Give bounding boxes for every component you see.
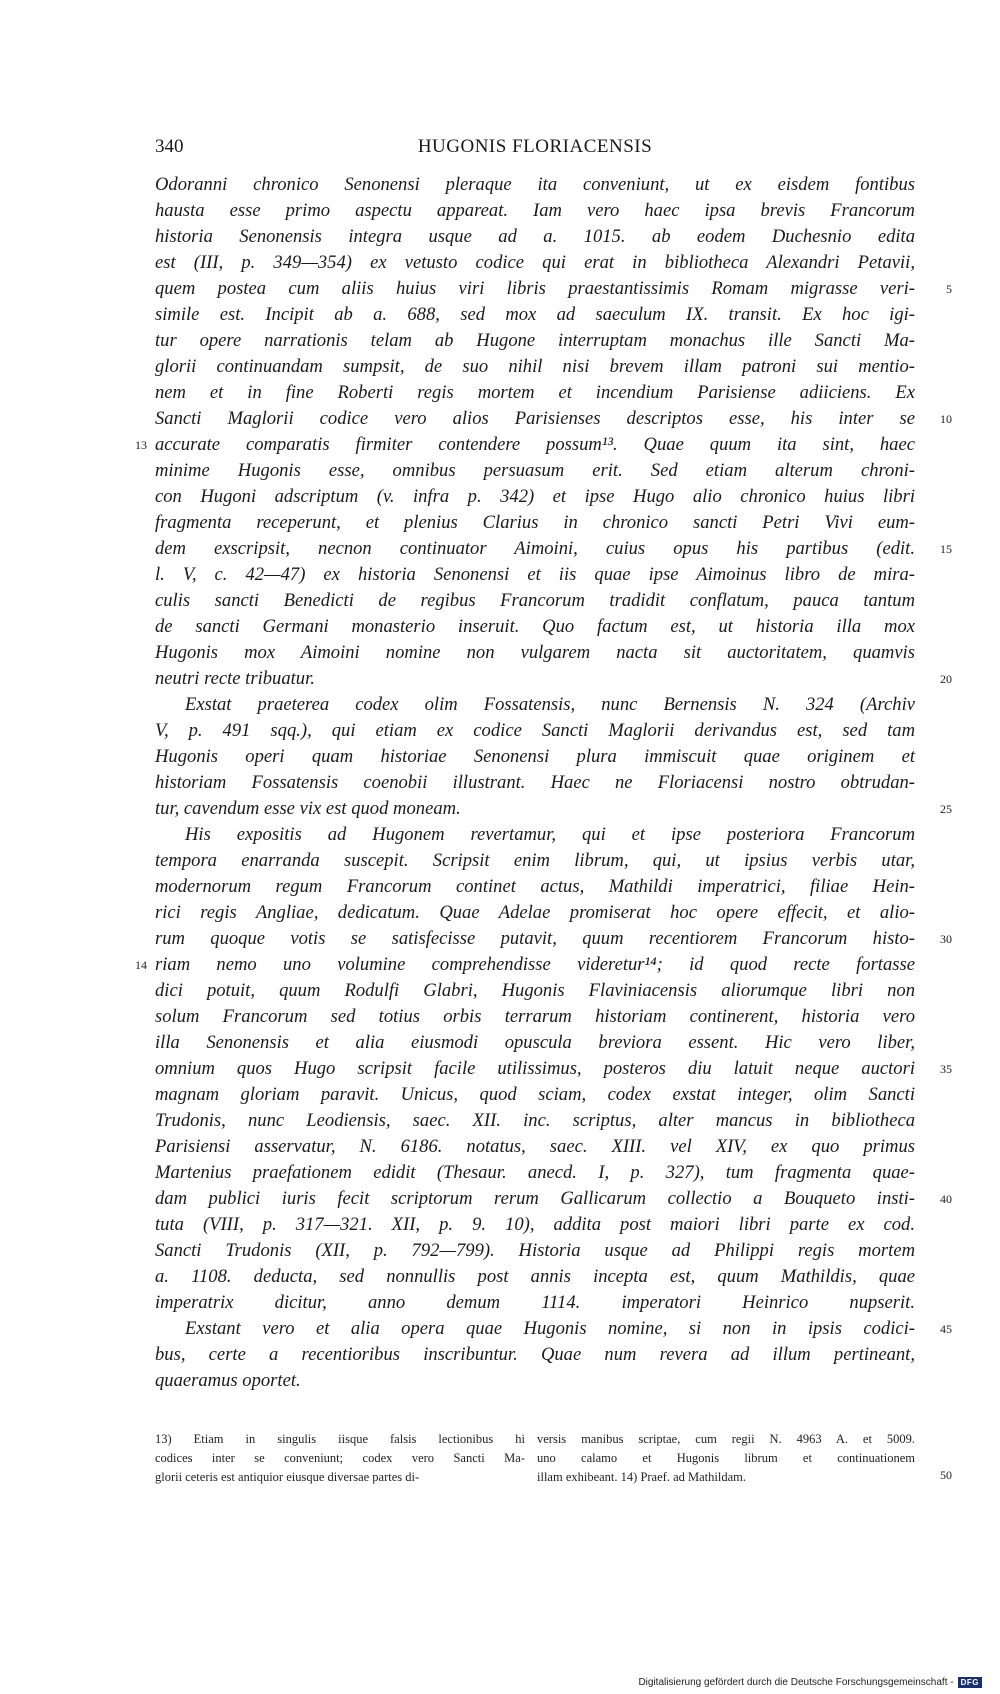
text-line-content: Exstat praeterea codex olim Fossatensis, nunc Bernensis N. 324 (Archiv [185,694,915,715]
text-line [155,224,915,250]
text-line-content: tur opere narrationis telam ab Hugone interruptam monachus ille Sancti Ma- [155,330,915,351]
text-line-content: Trudonis, nunc Leodiensis, saec. XII. inc. scriptus, alter mancus in bibliotheca [155,1110,915,1131]
text-line [155,822,915,848]
text-line [155,744,915,770]
text-line-content: illa Senonensis et alia eiusmodi opuscula breviora essent. Hic vero liber, [155,1032,915,1053]
text-line [155,1108,915,1134]
footnotes-left-column [155,1430,525,1487]
text-line-content: bus, certe a recentioribus inscribuntur. Quae num revera ad illum pertineant, [155,1344,915,1365]
text-line-content: glorii continuandam sumpsit, de suo nihil nisi brevem illam patroni sui mentio- [155,356,915,377]
line-number: 30 [940,932,952,946]
text-line [155,328,915,354]
text-line-content: a. 1108. deducta, sed nonnullis post annis incepta est, quum Mathildis, quae [155,1266,915,1287]
text-line-content: con Hugoni adscriptum (v. infra p. 342) et ipse Hugo alio chronico huius libri [155,486,915,507]
text-line-content: minime Hugonis esse, omnibus persuasum erit. Sed etiam alterum chroni- [155,460,915,481]
text-line [155,510,915,536]
dfg-logo: DFG [958,1677,982,1688]
text-line-content: dem exscripsit, necnon continuator Aimoini, cuius opus his partibus (edit. [155,538,915,559]
footnote-line: uno calamo et Hugonis librum et continuationem [537,1451,915,1465]
text-line-content: quem postea cum aliis huius viri libris praestantissimis Romam migrasse veri- [155,278,915,299]
text-line [155,1134,915,1160]
text-line-content: quaeramus oportet. [155,1370,301,1391]
text-line [155,926,952,952]
text-line [155,302,915,328]
text-line-content: tur, cavendum esse vix est quod moneam. [155,798,461,819]
text-line [155,1004,915,1030]
text-line-content: imperatrix dicitur, anno demum 1114. imperatori Heinrico nupserit. [155,1292,915,1313]
text-line [155,1238,915,1264]
footnote-line: 13) Etiam in singulis iisque falsis lectionibus hi [155,1432,525,1446]
text-line [155,900,915,926]
text-line [155,484,915,510]
text-line-content: l. V, c. 42—47) ex historia Senonensi et iis quae ipse Aimoinus libro de mira- [155,564,915,585]
text-line [155,1290,915,1316]
text-line-content: Hugonis operi quam historiae Senonensi plura immiscuit quae originem et [155,746,915,767]
text-line [155,276,952,302]
line-number: 25 [940,802,952,816]
line-number: 10 [940,412,952,426]
text-line-content: est (III, p. 349—354) ex vetusto codice qui erat in bibliotheca Alexandri Petavii, [155,252,915,273]
text-line [155,1264,915,1290]
text-line [155,796,952,822]
text-line [155,692,915,718]
text-line [155,380,915,406]
text-line-content: fragmenta receperunt, et plenius Clarius in chronico sancti Petri Vivi eum- [155,512,915,533]
text-line [155,666,952,692]
footnote-line: glorii ceteris est antiquior eiusque diversae partes di- [155,1470,420,1484]
footnote-line: illam exhibeant. 14) Praef. ad Mathildam. [537,1470,746,1484]
footnote-marker: 14 [135,958,147,972]
text-line [155,1030,915,1056]
digitization-credit [638,1677,982,1688]
text-line-content: accurate comparatis firmiter contendere possum¹³. Quae quum ita sint, haec [155,434,915,455]
text-line-content: Martenius praefationem edidit (Thesaur. anecd. I, p. 327), tum fragmenta quae- [155,1162,915,1183]
text-line [155,978,915,1004]
page-number: 340 [155,136,184,157]
text-line [155,770,915,796]
line-number: 40 [940,1192,952,1206]
footnote-marker: 13 [135,438,147,452]
text-line-content: Odoranni chronico Senonensi pleraque ita conveniunt, ut ex eisdem fontibus [155,174,915,195]
line-number: 50 [940,1468,952,1482]
text-line [155,718,915,744]
text-line [155,1368,915,1394]
line-number: 20 [940,672,952,686]
text-line-content: omnium quos Hugo scripsit facile utilissimus, posteros diu latuit neque auctori [155,1058,915,1079]
text-line [155,588,915,614]
main-text [135,172,952,1394]
text-line-content: rici regis Angliae, dedicatum. Quae Adelae promiserat hoc opere effecit, et alio- [155,902,915,923]
text-line [155,458,915,484]
text-line-content: dam publici iuris fecit scriptorum rerum Gallicarum collectio a Bouqueto insti- [155,1188,915,1209]
text-line-content: Sancti Trudonis (XII, p. 792—799). Historia usque ad Philippi regis mortem [155,1240,915,1261]
text-line-content: simile est. Incipit ab a. 688, sed mox ad saeculum IX. transit. Ex hoc igi- [155,304,915,325]
text-line [135,432,915,458]
text-line-content: rum quoque votis se satisfecisse putavit, quum recentiorem Francorum histo- [155,928,915,949]
text-line-content: solum Francorum sed totius orbis terrarum historiam continerent, historia vero [155,1006,915,1027]
text-line-content: tuta (VIII, p. 317—321. XII, p. 9. 10), addita post maiori libri parte ex cod. [155,1214,915,1235]
text-line-content: dici potuit, quum Rodulfi Glabri, Hugonis Flaviniacensis aliorumque libri non [155,980,915,1001]
text-line [155,874,915,900]
text-line-content: riam nemo uno volumine comprehendisse videretur¹⁴; id quod recte fortasse [155,954,915,975]
text-line [155,354,915,380]
text-line-content: magnam gloriam paravit. Unicus, quod sciam, codex exstat integer, olim Sancti [155,1084,915,1105]
text-line-content: culis sancti Benedicti de regibus Francorum tradidit conflatum, pauca tantum [155,590,915,611]
text-line [155,640,915,666]
text-line [155,1082,915,1108]
text-line [155,614,915,640]
text-line [155,1342,915,1368]
text-line [155,536,952,562]
text-line [155,1212,915,1238]
line-number: 45 [940,1322,952,1336]
text-line [135,952,915,978]
page-header [155,136,915,162]
text-line-content: nem et in fine Roberti regis mortem et incendium Parisiense adiiciens. Ex [155,382,915,403]
line-number: 15 [940,542,952,556]
text-line [155,406,952,432]
text-line-content: historiam Fossatensis coenobii illustrant. Haec ne Floriacensi nostro obtrudan- [155,772,915,793]
text-line [155,1056,952,1082]
text-line-content: Parisiensi asservatur, N. 6186. notatus, saec. XIII. vel XIV, ex quo primus [155,1136,915,1157]
text-line-content: Sancti Maglorii codice vero alios Parisienses descriptos esse, his inter se [155,408,915,429]
footnote-line: versis manibus scriptae, cum regii N. 4963 A. et 5009. [537,1432,915,1446]
text-line [155,848,915,874]
line-number: 35 [940,1062,952,1076]
credit-text: Digitalisierung gefördert durch die Deutsche Forschungsgemeinschaft - [638,1677,954,1688]
text-line [155,1316,952,1342]
footnotes-right-column [537,1430,915,1487]
running-title: HUGONIS FLORIACENSIS [417,136,653,157]
text-line-content: tempora enarranda suscepit. Scripsit enim librum, qui, ut ipsius verbis utar, [155,850,915,871]
text-line [155,198,915,224]
text-line-content: historia Senonensis integra usque ad a. 1015. ab eodem Duchesnio edita [155,226,915,247]
footnote-line: codices inter se conveniunt; codex vero Sancti Ma- [155,1451,525,1465]
text-line [155,250,915,276]
text-line-content: Exstant vero et alia opera quae Hugonis nomine, si non in ipsis codici- [185,1318,915,1339]
text-line-content: Hugonis mox Aimoini nomine non vulgarem nacta sit auctoritatem, quamvis [155,642,915,663]
text-line [155,1160,915,1186]
text-line-content: V, p. 491 sqq.), qui etiam ex codice Sancti Maglorii derivandus est, sed tam [155,720,915,741]
text-line-content: modernorum regum Francorum continet actus, Mathildi imperatrici, filiae Hein- [155,876,915,897]
line-number: 5 [946,282,952,296]
text-line [155,1186,952,1212]
text-line-content: hausta esse primo aspectu appareat. Iam vero haec ipsa brevis Francorum [155,200,915,221]
text-line-content: de sancti Germani monasterio inseruit. Quo factum est, ut historia illa mox [155,616,915,637]
text-line [155,562,915,588]
text-line [155,172,915,198]
text-line-content: His expositis ad Hugonem revertamur, qui et ipse posteriora Francorum [185,824,915,845]
text-line-content: neutri recte tribuatur. [155,668,315,689]
